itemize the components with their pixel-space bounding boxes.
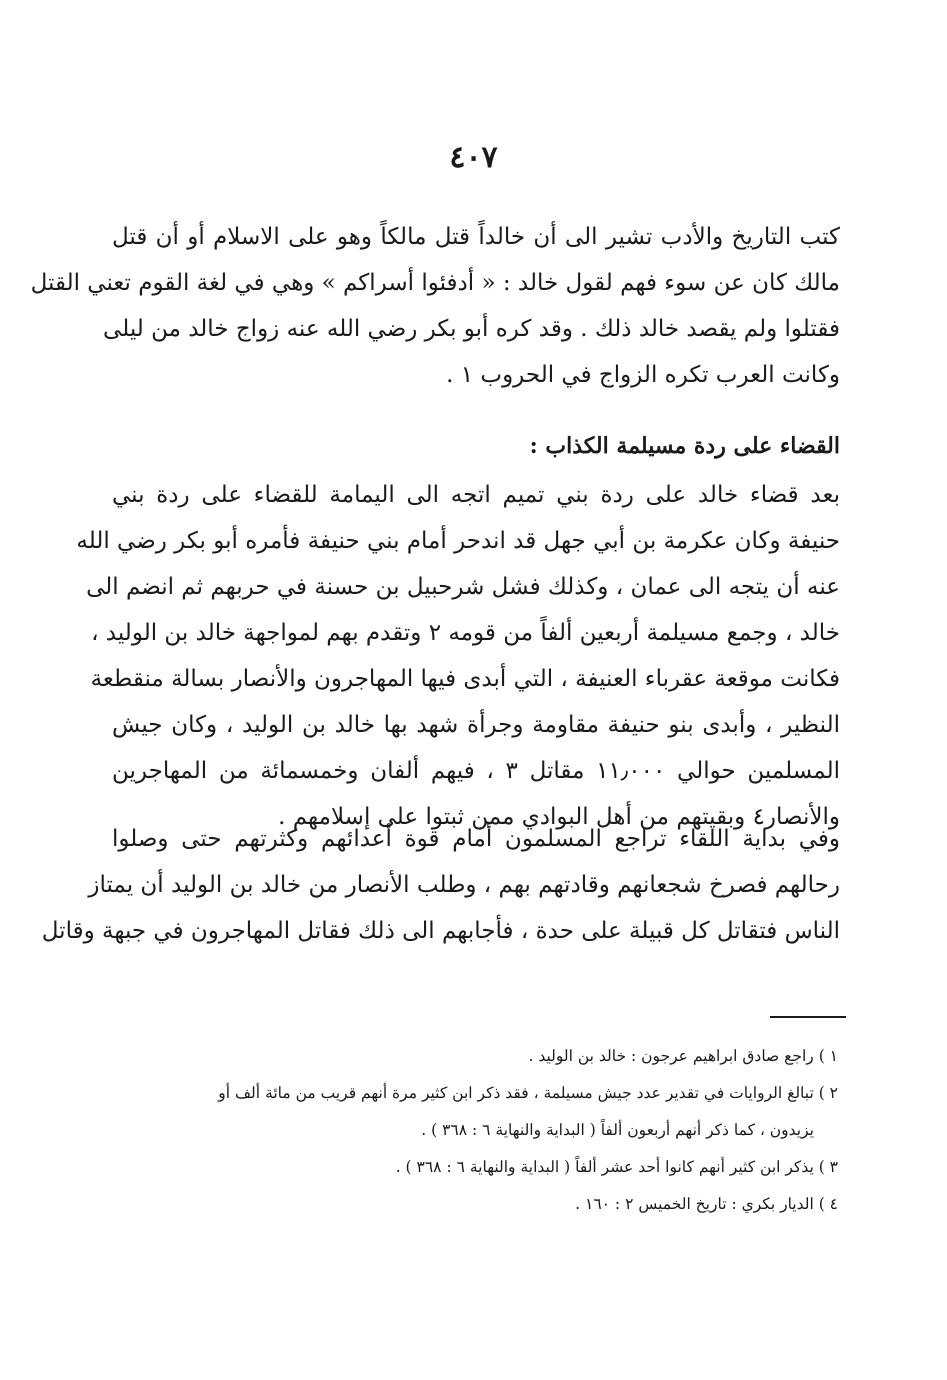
paragraph-musaylima [76,472,840,840]
text-line: رحالهم فصرخ شجعانهم وقادتهم بهم ، وطلب الأنصار من خالد بن الوليد أن يمتاز [88,872,840,898]
section-heading: القضاء على ردة مسيلمة الكذاب : [529,433,840,459]
text-line: وفي بداية اللقاء تراجع المسلمون أمام قوة أعدائهم وكثرتهم حتى وصلوا [112,826,840,852]
page-number: ٤٠٧ [449,140,498,175]
footnote-1: ١ ) راجع صادق ابراهيم عرجون : خالد بن الوليد . [528,1047,838,1065]
text-line: مالك كان عن سوء فهم لقول خالد : « أدفئوا أسراكم » وهي في لغة القوم تعني القتل [30,270,840,296]
text-line: المسلمين حوالي ١١٫٠٠٠ مقاتل ٣ ، فيهم ألفان وخمسمائة من المهاجرين [112,758,840,784]
text-line: خالد ، وجمع مسيلمة أربعين ألفاً من قومه ٢ وتقدم بهم لمواجهة خالد بن الوليد ، [91,620,840,646]
footnote-2-continued: يزيدون ، كما ذكر أنهم أربعون ألفاً ( البداية والنهاية ٦ : ٣٦٨ ) . [421,1121,814,1139]
footnote-3: ٣ ) يذكر ابن كثير أنهم كانوا أحد عشر ألفاً ( البداية والنهاية ٦ : ٣٦٨ ) . [395,1158,838,1176]
text-line: فكانت موقعة عقرباء العنيفة ، التي أبدى فيها المهاجرون والأنصار بسالة منقطعة [90,666,840,692]
footnotes [130,1038,838,1223]
text-line: الناس فتقاتل كل قبيلة على حدة ، فأجابهم الى ذلك فقاتل المهاجرون في جبهة وقاتل [41,918,840,944]
paragraph-intro [30,214,840,398]
text-line: عنه أن يتجه الى عمان ، وكذلك فشل شرحبيل بن حسنة في حربهم ثم انضم الى [86,574,840,600]
text-line: وكانت العرب تكره الزواج في الحروب ١ . [446,362,840,388]
text-line: كتب التاريخ والأدب تشير الى أن خالداً قتل مالكاً وهو على الاسلام أو أن قتل [112,224,840,250]
text-line: حنيفة وكان عكرمة بن أبي جهل قد اندحر أمام بني حنيفة فأمره أبو بكر رضي الله [76,528,840,554]
footnote-divider [770,1016,846,1018]
text-line: النظير ، وأبدى بنو حنيفة مقاومة وجرأة شهد بها خالد بن الوليد ، وكان جيش [112,712,840,738]
text-line: بعد قضاء خالد على ردة بني تميم اتجه الى اليمامة للقضاء على ردة بني [112,482,840,508]
paragraph-battle-start [41,816,840,954]
footnote-4: ٤ ) الديار بكري : تاريخ الخميس ٢ : ١٦٠ . [575,1195,838,1213]
text-line: فقتلوا ولم يقصد خالد ذلك . وقد كره أبو بكر رضي الله عنه زواج خالد من ليلى [103,316,840,342]
footnote-2: ٢ ) تبالغ الروايات في تقدير عدد جيش مسيلمة ، فقد ذكر ابن كثير مرة أنهم قريب من مائة ألف أو [218,1084,838,1102]
text-line: والأنصار٤ وبقيتهم من أهل البوادي ممن ثبتوا على إسلامهم . [278,804,840,830]
